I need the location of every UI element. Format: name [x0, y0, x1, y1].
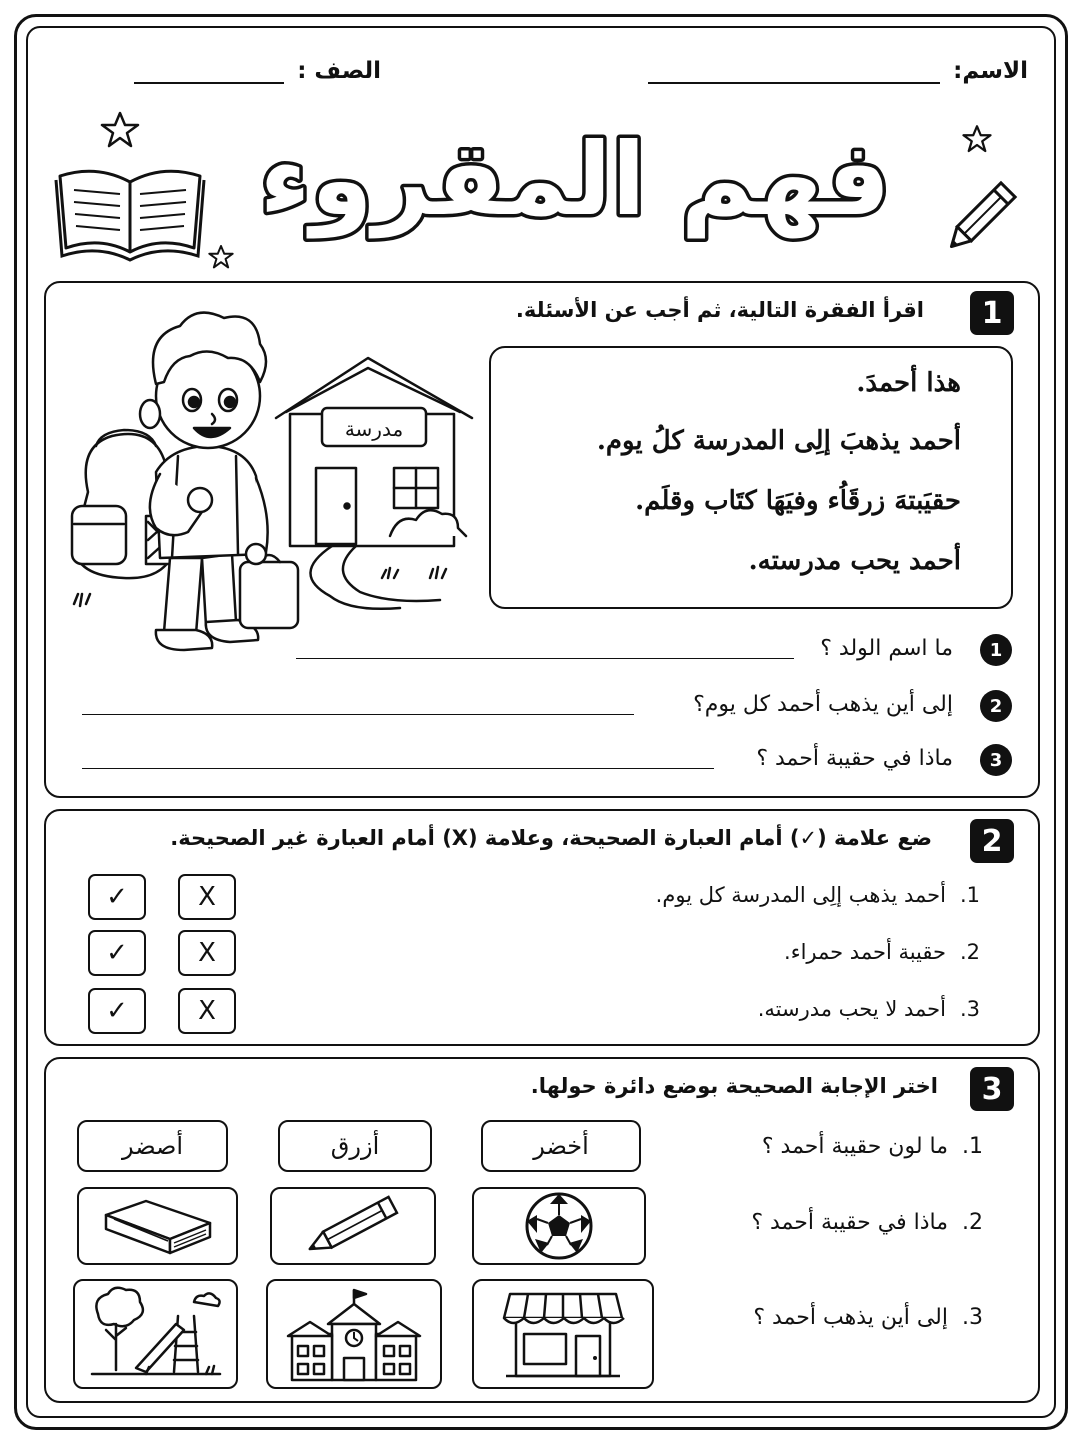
check-box[interactable]: ✓	[88, 988, 146, 1034]
option-pencil[interactable]	[270, 1187, 436, 1265]
name-label: الاسم:	[953, 58, 1028, 84]
cross-box[interactable]: X	[178, 874, 236, 920]
question-text: إلى أين يذهب أحمد كل يوم؟	[693, 692, 953, 717]
option-playground[interactable]	[73, 1279, 238, 1389]
question-number: 2	[980, 690, 1012, 722]
school-icon	[284, 1284, 424, 1384]
cross-box[interactable]: X	[178, 988, 236, 1034]
soccer-ball-icon	[519, 1191, 599, 1261]
reading-passage	[489, 346, 1013, 609]
question-number: 2.	[962, 1210, 983, 1235]
boy-school-illustration	[60, 296, 480, 664]
statement-number: 2.	[959, 940, 980, 964]
option-yellow[interactable]: أصضر	[77, 1120, 228, 1172]
passage-line: هذا أحمدَ.	[856, 368, 961, 398]
question-text: ماذا في حقيبة أحمد ؟	[756, 746, 953, 771]
school-sign-text: مدرسة	[344, 417, 404, 441]
option-book[interactable]	[77, 1187, 238, 1265]
question-text: ما لون حقيبة أحمد ؟	[761, 1134, 948, 1159]
pencil-icon	[298, 1193, 408, 1259]
star-icon	[962, 124, 992, 154]
class-label: الصف :	[297, 58, 381, 84]
question-number: 1.	[962, 1134, 983, 1159]
star-icon	[100, 110, 140, 150]
star-icon	[208, 244, 234, 270]
passage-line: حقيَبتهَ زرقَاُء وفيَهَا كتَاب وقلَم.	[635, 486, 961, 516]
passage-line: أحمد يذهبَ إلِى المدرسة كلُ يوم.	[596, 426, 961, 456]
section-number-badge: 1	[970, 291, 1014, 335]
option-ball[interactable]	[472, 1187, 646, 1265]
name-field[interactable]	[648, 82, 940, 84]
open-book-icon	[52, 152, 208, 268]
option-shop[interactable]	[472, 1279, 654, 1389]
playground-icon	[86, 1284, 226, 1384]
cross-box[interactable]: X	[178, 930, 236, 976]
question-number: 3.	[962, 1305, 983, 1330]
answer-line[interactable]	[82, 768, 714, 769]
shop-icon	[498, 1286, 628, 1382]
section-instruction: اقرأ الفقرة التالية، ثم أجب عن الأسئلة.	[515, 298, 924, 322]
statement-number: 3.	[959, 997, 980, 1021]
book-icon	[98, 1193, 218, 1259]
question-text: ما اسم الولد ؟	[820, 636, 953, 661]
section-instruction: ضع علامة (✓) أمام العبارة الصحيحة، وعلامة (X) أمام العبارة غير الصحيحة.	[170, 826, 932, 850]
section-number-badge: 2	[970, 819, 1014, 863]
check-box[interactable]: ✓	[88, 930, 146, 976]
statement-text: أحمد يذهب إلِى المدرسة كل يوم.	[655, 883, 946, 907]
option-blue[interactable]: أزرق	[278, 1120, 432, 1172]
answer-line[interactable]	[82, 714, 634, 715]
question-text: ماذا في حقيبة أحمد ؟	[751, 1210, 948, 1235]
section-instruction: اختر الإجابة الصحيحة بوضع دائرة حولها.	[530, 1074, 938, 1098]
passage-line: أحمد يحب مدرسته.	[748, 546, 961, 576]
statement-text: أحمد لا يحب مدرسته.	[757, 997, 946, 1021]
check-box[interactable]: ✓	[88, 874, 146, 920]
section-number-badge: 3	[970, 1067, 1014, 1111]
statement-text: حقيبة أحمد حمراء.	[784, 940, 946, 964]
question-text: إلى أين يذهب أحمد ؟	[753, 1305, 948, 1330]
option-green[interactable]: أخضر	[481, 1120, 641, 1172]
option-school[interactable]	[266, 1279, 442, 1389]
question-number: 1	[980, 634, 1012, 666]
answer-line[interactable]	[296, 658, 794, 659]
question-number: 3	[980, 744, 1012, 776]
class-field[interactable]	[134, 82, 284, 84]
pencil-icon	[936, 168, 1032, 260]
statement-number: 1.	[959, 883, 980, 907]
title-text: فهم المقروء	[259, 121, 891, 238]
